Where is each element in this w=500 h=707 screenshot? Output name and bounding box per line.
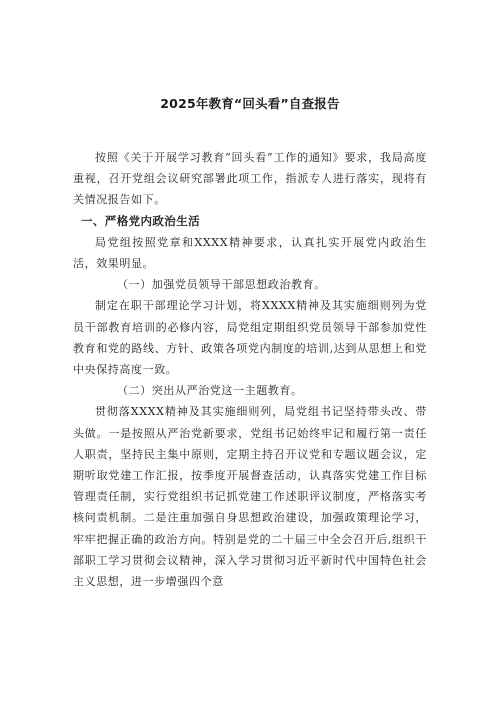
- document-title: 2025年教育“回头看”自查报告: [160, 96, 340, 111]
- subsection1-paragraph: 制定在职干部理论学习计划，将XXXX精神及其实施细则列为党员干部教育培训的必修内容，局党组定期组织党员领导干部参加党性教育和党的路线、方针、政策各项党内制度的培训,达到从思想上和党中央保持高度一致。: [73, 299, 427, 377]
- section-heading-1: 一、严格党内政治生活: [81, 213, 200, 228]
- intro-paragraph: 按照《关于开展学习教育“回头看”工作的通知》要求，我局高度重视，召开党组会议研究部署此项工作，指派专人进行落实，现将有关情况报告如下。: [73, 151, 427, 207]
- section1-paragraph: 局党组按照党章和XXXX精神要求，认真扎实开展党内政治生活，效果明显。: [73, 235, 427, 271]
- subsection-heading-2: （二）突出从严治党这一主题教育。: [117, 384, 303, 398]
- subsection2-paragraph: 贯彻落XXXX精神及其实施细则列，局党组书记坚持带头改、带头做。一是按照从严治党新要求，党组书记始终牢记和履行第一责任人职责，坚持民主集中原则，定期主持召开议党和专题议题会议，定期听取党建工作汇报，按季度开展督查活动，认真落实党建工作目标管理责任制，实行党组织书记抓党建工作述职评议制度，严格落实考核问责机制。二是注重加强自身思想政治建设，加强政策理论学习，牢牢把握正确的政治方向。特别是党的二十届三中全会召开后,组织干部职工学习贯彻会议精神，深入学习贯彻习近平新时代中国特色社会主义思想，进一步增强四个意: [73, 405, 427, 589]
- document-body: [73, 147, 427, 592]
- subsection-heading-1: （一）加强党员领导干部思想政治教育。: [117, 278, 326, 292]
